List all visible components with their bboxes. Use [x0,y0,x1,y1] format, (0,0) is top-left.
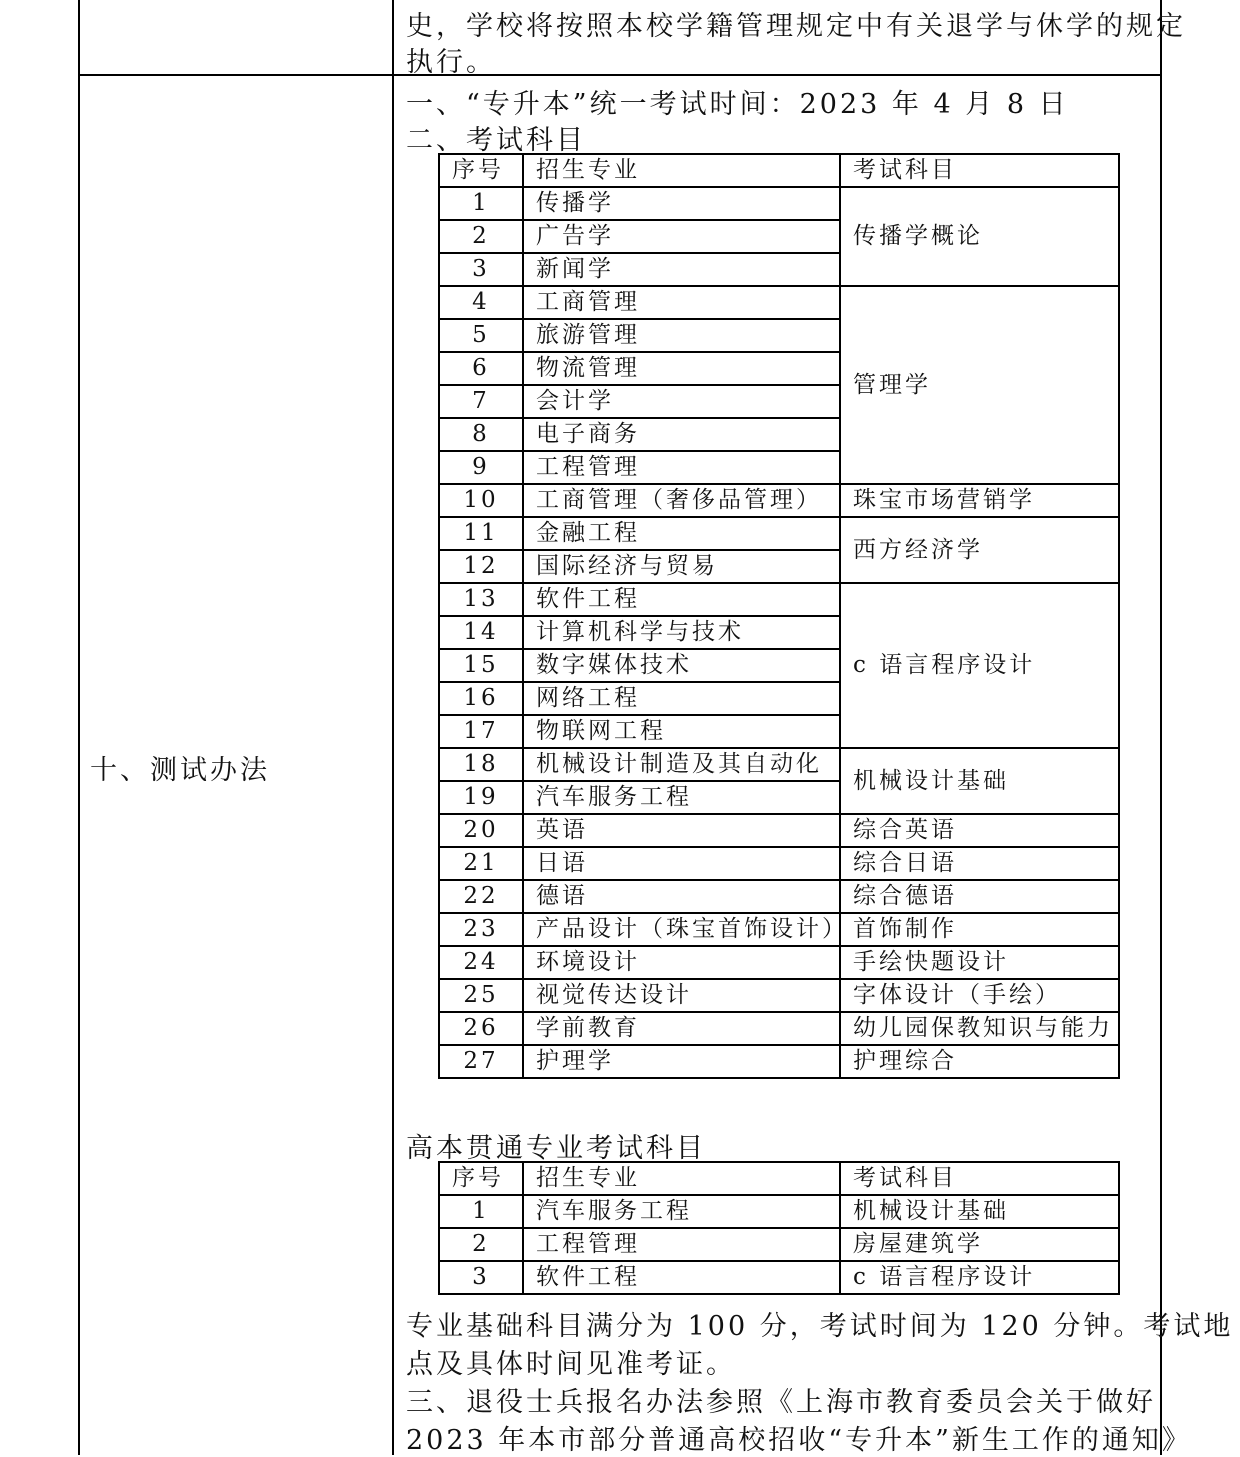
row-major: 金融工程 [523,517,840,550]
table-row [439,1195,1119,1228]
header-no: 序号 [439,154,523,187]
row-major: 传播学 [523,187,840,220]
top-text-line-1: 史，学校将按照本校学籍管理规定中有关退学与休学的规定 [406,11,1186,42]
row-number: 19 [439,781,523,814]
row-major: 会计学 [523,385,840,418]
table-row [439,1045,1119,1078]
row-major: 机械设计制造及其自动化 [523,748,840,781]
note-line-2: 点及具体时间见准考证。 [406,1349,736,1380]
row-number: 5 [439,319,523,352]
through-program-table [438,1161,1120,1295]
row-subject: 字体设计（手绘） [840,979,1119,1012]
row-major: 旅游管理 [523,319,840,352]
row-major: 工程管理 [523,451,840,484]
row-number: 20 [439,814,523,847]
row-subject: 综合英语 [840,814,1119,847]
row-major: 环境设计 [523,946,840,979]
row-number: 2 [439,1228,523,1261]
row-major: 软件工程 [523,583,840,616]
row-number: 1 [439,1195,523,1228]
row-number: 15 [439,649,523,682]
header-subject: 考试科目 [840,1162,1119,1195]
row-subject: 首饰制作 [840,913,1119,946]
row-major: 电子商务 [523,418,840,451]
table-row [439,286,1119,319]
table-row [439,517,1119,550]
table-row [439,913,1119,946]
row-subject: 幼儿园保教知识与能力 [840,1012,1119,1045]
table-row [439,484,1119,517]
row-major: 国际经济与贸易 [523,550,840,583]
frame-right-border [1160,0,1162,1455]
row-subject: c 语言程序设计 [840,583,1119,748]
row-subject: 机械设计基础 [840,1195,1119,1228]
frame-row-divider [78,74,1162,76]
frame-left-border [78,0,80,1455]
table-row [439,979,1119,1012]
table-row [439,1012,1119,1045]
row-number: 12 [439,550,523,583]
row-subject: 珠宝市场营销学 [840,484,1119,517]
header-no: 序号 [439,1162,523,1195]
table-row [439,1228,1119,1261]
header-major: 招生专业 [523,154,840,187]
table-row [439,814,1119,847]
row-number: 26 [439,1012,523,1045]
row-subject: 机械设计基础 [840,748,1119,814]
row-major: 学前教育 [523,1012,840,1045]
row-number: 14 [439,616,523,649]
exam-date-line: 一、“专升本”统一考试时间：2023 年 4 月 8 日 [406,89,1069,120]
row-major: 软件工程 [523,1261,840,1294]
row-number: 16 [439,682,523,715]
row-number: 13 [439,583,523,616]
note-line-1: 专业基础科目满分为 100 分，考试时间为 120 分钟。考试地 [406,1311,1234,1342]
header-subject: 考试科目 [840,154,1119,187]
row-number: 8 [439,418,523,451]
row-subject: 手绘快题设计 [840,946,1119,979]
section3-line-2: 2023 年本市部分普通高校招收“专升本”新生工作的通知》 [406,1425,1192,1456]
row-subject: 管理学 [840,286,1119,484]
table-row [439,583,1119,616]
row-number: 9 [439,451,523,484]
row-number: 23 [439,913,523,946]
row-major: 产品设计（珠宝首饰设计） [523,913,840,946]
table-row [439,847,1119,880]
row-number: 27 [439,1045,523,1078]
row-number: 2 [439,220,523,253]
row-subject: 传播学概论 [840,187,1119,286]
row-major: 工商管理（奢侈品管理） [523,484,840,517]
row-major: 工程管理 [523,1228,840,1261]
row-major: 日语 [523,847,840,880]
row-major: 网络工程 [523,682,840,715]
row-subject: 综合德语 [840,880,1119,913]
row-subject: 综合日语 [840,847,1119,880]
row-number: 25 [439,979,523,1012]
row-number: 3 [439,1261,523,1294]
table-row [439,1261,1119,1294]
row-major: 汽车服务工程 [523,781,840,814]
row-major: 汽车服务工程 [523,1195,840,1228]
table-header-row [439,154,1119,187]
row-number: 11 [439,517,523,550]
row-number: 1 [439,187,523,220]
table-row [439,880,1119,913]
row-number: 24 [439,946,523,979]
section-label: 十、测试办法 [90,755,270,786]
table-row [439,946,1119,979]
row-major: 德语 [523,880,840,913]
row-number: 7 [439,385,523,418]
section3-line-1: 三、退役士兵报名办法参照《上海市教育委员会关于做好 [406,1387,1156,1418]
row-number: 4 [439,286,523,319]
row-major: 新闻学 [523,253,840,286]
table-header-row [439,1162,1119,1195]
header-major: 招生专业 [523,1162,840,1195]
row-major: 英语 [523,814,840,847]
row-subject: 西方经济学 [840,517,1119,583]
frame-middle-border [392,0,394,1455]
row-number: 21 [439,847,523,880]
top-text-line-2: 执行。 [406,47,496,78]
row-major: 护理学 [523,1045,840,1078]
row-major: 物联网工程 [523,715,840,748]
row-number: 18 [439,748,523,781]
row-major: 视觉传达设计 [523,979,840,1012]
row-number: 10 [439,484,523,517]
row-major: 工商管理 [523,286,840,319]
row-number: 17 [439,715,523,748]
through-program-title: 高本贯通专业考试科目 [406,1133,706,1164]
row-major: 数字媒体技术 [523,649,840,682]
row-number: 6 [439,352,523,385]
table-row [439,187,1119,220]
table-row [439,748,1119,781]
row-number: 22 [439,880,523,913]
row-subject: 护理综合 [840,1045,1119,1078]
row-subject: 房屋建筑学 [840,1228,1119,1261]
row-number: 3 [439,253,523,286]
exam-subjects-heading: 二、考试科目 [406,125,586,156]
row-major: 物流管理 [523,352,840,385]
row-major: 计算机科学与技术 [523,616,840,649]
exam-subject-table [438,153,1120,1079]
row-subject: c 语言程序设计 [840,1261,1119,1294]
row-major: 广告学 [523,220,840,253]
